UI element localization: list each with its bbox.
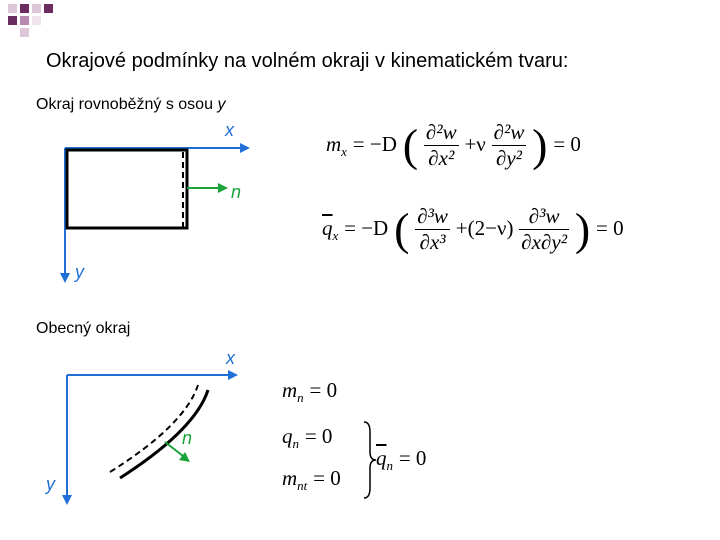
fig2-axis-x-label: x xyxy=(226,348,235,368)
slide-title: Okrajové podmínky na volném okraji v kinematickém tvaru: xyxy=(46,50,569,72)
eq1-paren-open: ( xyxy=(402,119,419,171)
figure-parallel-edge xyxy=(55,118,265,293)
eq2-paren-close: ) xyxy=(574,203,591,255)
equation-qbar-n: $\overline{q}_n = 0$ xyxy=(376,446,427,474)
eq1-lhs: m xyxy=(326,132,342,157)
eq2-frac1: $\frac{\text{∂³w}}{\text{∂x³}}$ xyxy=(417,204,448,254)
eq2-frac2: $\frac{\text{∂³w}}{\text{∂x∂y²}}$ xyxy=(521,204,567,254)
figure-general-edge xyxy=(40,350,260,510)
section1-label-axis: y xyxy=(217,96,226,113)
section1-label-text: Okraj rovnoběžný s osou xyxy=(36,96,213,113)
eq2-lhs: $\overline{q}$ xyxy=(322,216,333,241)
equation-mnt: $m_{nt} = 0$ xyxy=(282,466,341,494)
fig1-normal-label: n xyxy=(231,182,242,202)
eq2-lhs-sub: x xyxy=(332,228,339,244)
corner-decoration xyxy=(0,0,60,40)
equation-qn: $q_n = 0$ xyxy=(282,424,333,452)
fig1-axis-y-label: y xyxy=(75,262,84,282)
equation-qx xyxy=(322,204,624,255)
fig1-axis-x-label: x xyxy=(225,120,234,140)
eq1-minus-d: = −D xyxy=(352,132,397,157)
eq2-minus-d: = −D xyxy=(344,216,389,241)
eq1-frac1: $\frac{\text{∂²w}}{\text{∂x²}}$ xyxy=(425,120,457,170)
eq2-paren-open: ( xyxy=(394,203,410,255)
eq1-paren-close: ) xyxy=(532,119,548,171)
eq2-op: +(2−ν) xyxy=(455,216,514,241)
equation-mx xyxy=(326,120,581,171)
fig2-axis-y-label: y xyxy=(46,474,55,494)
section2-label: Obecný okraj xyxy=(36,320,131,337)
equation-mn: $m_n = 0$ xyxy=(282,378,338,406)
section1-label xyxy=(36,96,225,114)
fig2-normal-label: n xyxy=(182,428,193,448)
eq1-frac2: $\frac{\text{∂²w}}{\text{∂y²}}$ xyxy=(493,120,525,170)
eq1-op: +ν xyxy=(464,132,486,157)
eq2-rhs: = 0 xyxy=(596,216,624,241)
eq1-lhs-sub: x xyxy=(341,144,347,160)
eq1-rhs: = 0 xyxy=(553,132,581,157)
